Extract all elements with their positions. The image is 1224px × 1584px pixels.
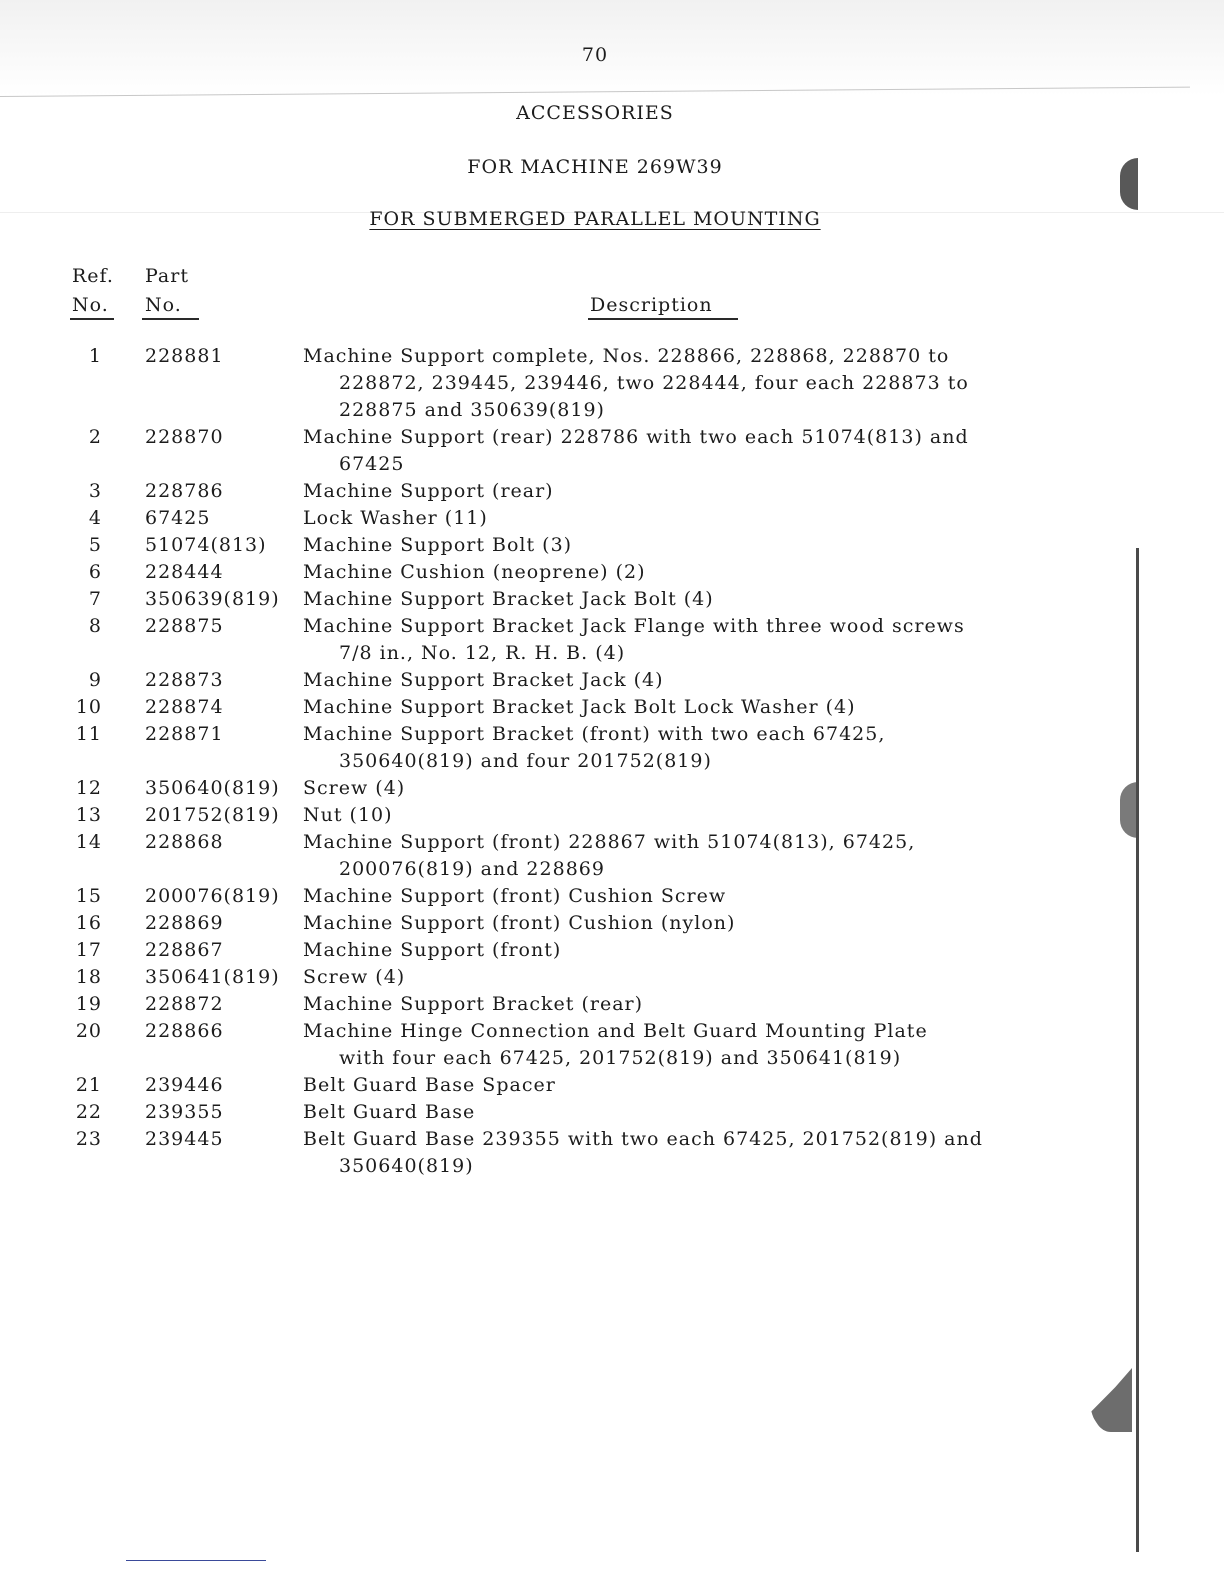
part-number: 67425 [145,507,211,529]
description-line: Machine Support (front) 228867 with 51074(813), 67425, [303,831,916,853]
description-line: with four each 67425, 201752(819) and 350641(819) [339,1047,902,1069]
binder-hole-mark [1120,158,1138,210]
description-line: Belt Guard Base Spacer [303,1074,556,1096]
description-line: Machine Support Bracket Jack Bolt (4) [303,588,714,610]
ref-header-line2: No. [72,294,109,316]
description-line: Machine Support (front) [303,939,562,961]
part-description [303,667,1060,694]
part-description [303,1018,1060,1072]
description-line: 228872, 239445, 239446, two 228444, four each 228873 to [339,372,969,394]
part-number: 228872 [145,993,224,1015]
part-number: 200076(819) [145,885,280,907]
part-number: 228874 [145,696,224,718]
description-line: 228875 and 350639(819) [339,399,605,421]
description-header-underline [588,318,738,320]
part-description [303,721,1060,775]
ref-number: 23 [75,1128,102,1150]
ref-number: 6 [88,561,102,583]
description-line: Belt Guard Base [303,1101,476,1123]
description-line: Machine Support Bracket Jack Flange with three wood screws [303,615,965,637]
parts-row [60,343,1060,424]
part-description [303,829,1060,883]
parts-row [60,613,1060,667]
parts-row [60,829,1060,883]
parts-row [60,883,1060,910]
part-number: 228786 [145,480,224,502]
parts-row [60,937,1060,964]
part-description [303,586,1060,613]
ref-number: 10 [75,696,102,718]
ref-number: 3 [88,480,102,502]
ref-number: 5 [88,534,102,556]
description-line: Lock Washer (11) [303,507,488,529]
ref-number: 4 [88,507,102,529]
part-description [303,343,1060,424]
parts-row [60,424,1060,478]
ref-number: 2 [88,426,102,448]
ref-number: 12 [75,777,102,799]
ref-number: 11 [75,723,102,745]
part-description [303,694,1060,721]
ref-number: 13 [75,804,102,826]
ref-number: 16 [75,912,102,934]
part-description [303,883,1060,910]
ref-number: 8 [88,615,102,637]
description-line: Machine Support Bracket (front) with two each 67425, [303,723,886,745]
bottom-margin-mark [126,1560,266,1561]
part-number: 228875 [145,615,224,637]
ref-number: 21 [75,1074,102,1096]
parts-row [60,694,1060,721]
part-no-column-header [145,262,189,320]
description-line: Machine Support Bracket (rear) [303,993,644,1015]
parts-row [60,1126,1060,1180]
part-description [303,424,1060,478]
part-number: 350639(819) [145,588,280,610]
part-description [303,505,1060,532]
part-description [303,613,1060,667]
part-number: 228881 [145,345,224,367]
description-line: 350640(819) and four 201752(819) [339,750,712,772]
ref-number: 1 [88,345,102,367]
ref-number: 14 [75,831,102,853]
parts-row [60,775,1060,802]
description-line: 67425 [339,453,405,475]
part-description [303,802,1060,829]
ref-no-column-header [72,262,114,320]
part-number: 239445 [145,1128,224,1150]
ref-number: 22 [75,1101,102,1123]
description-line: Machine Support Bracket Jack (4) [303,669,664,691]
part-number: 239446 [145,1074,224,1096]
part-number: 228869 [145,912,224,934]
part-description [303,964,1060,991]
part-number: 228444 [145,561,224,583]
description-line: 7/8 in., No. 12, R. H. B. (4) [339,642,626,664]
description-line: Machine Support (rear) 228786 with two each 51074(813) and [303,426,969,448]
parts-row [60,1018,1060,1072]
description-line: Screw (4) [303,777,406,799]
binder-hole-mark [1090,1368,1132,1432]
parts-row [60,1099,1060,1126]
description-line: Screw (4) [303,966,406,988]
description-line: Nut (10) [303,804,393,826]
part-description [303,1072,1060,1099]
part-description [303,910,1060,937]
document-title: ACCESSORIES [516,102,674,124]
part-description [303,1099,1060,1126]
part-number: 228873 [145,669,224,691]
description-column-header: Description [590,294,713,316]
parts-row [60,721,1060,775]
part-number: 51074(813) [145,534,267,556]
part-description [303,937,1060,964]
part-number: 228870 [145,426,224,448]
part-number: 228867 [145,939,224,961]
description-line: Machine Support (front) Cushion (nylon) [303,912,736,934]
part-description [303,478,1060,505]
part-number: 239355 [145,1101,224,1123]
part-description [303,991,1060,1018]
part-description [303,775,1060,802]
section-heading [300,208,890,230]
description-line: Machine Support Bracket Jack Bolt Lock Washer (4) [303,696,856,718]
part-number: 228866 [145,1020,224,1042]
parts-row [60,667,1060,694]
part-number: 201752(819) [145,804,280,826]
description-line: Machine Support Bolt (3) [303,534,573,556]
description-line: Machine Hinge Connection and Belt Guard Mounting Plate [303,1020,928,1042]
part-header-underline [142,318,199,320]
ref-number: 18 [75,966,102,988]
ref-number: 19 [75,993,102,1015]
description-line: Machine Cushion (neoprene) (2) [303,561,646,583]
page-number: 70 [581,44,609,66]
parts-row [60,478,1060,505]
description-line: Machine Support (rear) [303,480,554,502]
part-description [303,1126,1060,1180]
ref-number: 9 [88,669,102,691]
parts-row [60,802,1060,829]
parts-row [60,532,1060,559]
document-subtitle: FOR MACHINE 269W39 [467,156,723,178]
parts-row [60,505,1060,532]
part-number: 228871 [145,723,224,745]
description-line: 200076(819) and 228869 [339,858,605,880]
description-line: 350640(819) [339,1155,474,1177]
ref-number: 20 [75,1020,102,1042]
section-heading-text: FOR SUBMERGED PARALLEL MOUNTING [369,208,821,230]
part-number: 228868 [145,831,224,853]
description-line: Machine Support (front) Cushion Screw [303,885,727,907]
parts-row [60,586,1060,613]
ref-number: 15 [75,885,102,907]
ref-header-underline [70,318,114,320]
ref-number: 7 [88,588,102,610]
page-edge-shadow [1136,548,1139,1552]
parts-row [60,559,1060,586]
part-description [303,532,1060,559]
parts-list [60,343,1060,1180]
parts-row [60,964,1060,991]
part-header-line1: Part [145,265,189,287]
part-number: 350641(819) [145,966,280,988]
part-number: 350640(819) [145,777,280,799]
description-line: Machine Support complete, Nos. 228866, 228868, 228870 to [303,345,950,367]
description-line: Belt Guard Base 239355 with two each 67425, 201752(819) and [303,1128,983,1150]
part-header-line2: No. [145,294,182,316]
parts-row [60,1072,1060,1099]
part-description [303,559,1060,586]
ref-number: 17 [75,939,102,961]
ref-header-line1: Ref. [72,265,114,287]
parts-row [60,910,1060,937]
parts-row [60,991,1060,1018]
